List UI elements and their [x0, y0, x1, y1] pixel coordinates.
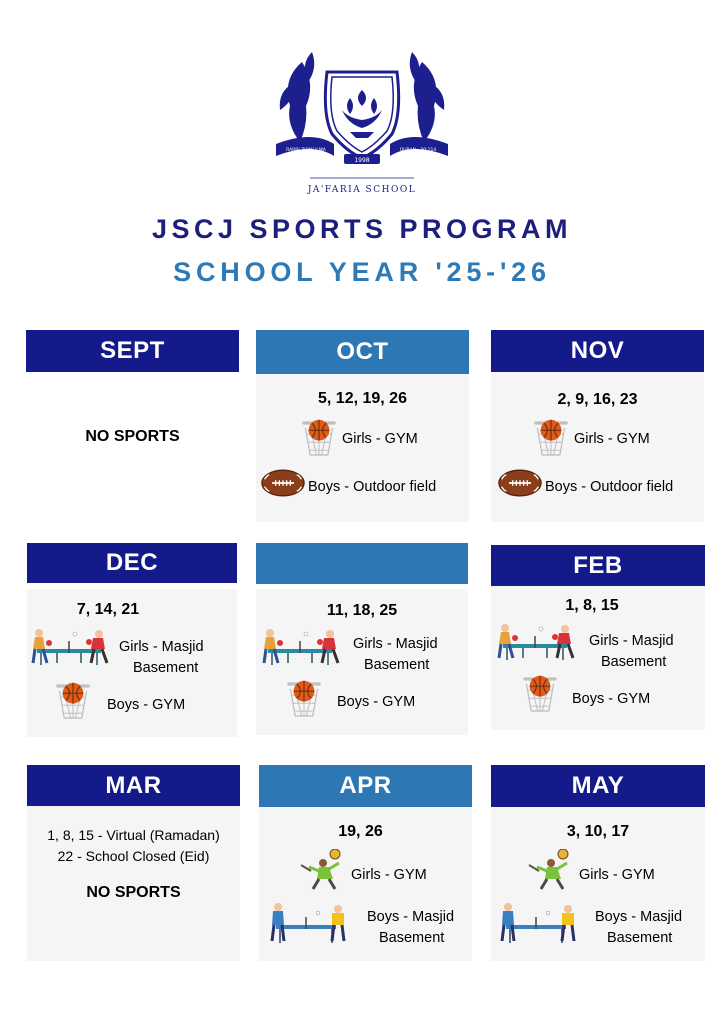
basketball-hoop-icon: [520, 672, 560, 718]
boys-schedule: Boys - GYM: [107, 697, 186, 713]
mar-note-line1: 1, 8, 15 - Virtual (Ramadan): [47, 827, 220, 843]
basketball-hoop-icon: [284, 677, 324, 723]
logo-motto-left: RABBI ZIDNI ILMA: [286, 148, 326, 153]
girls-schedule-line1: Girls - Masjid: [589, 633, 674, 649]
girls-schedule: Girls - GYM: [579, 867, 655, 883]
month-header-apr: APR: [259, 765, 472, 807]
boys-schedule: Boys - Outdoor field: [308, 479, 437, 495]
month-header-nov: NOV: [491, 330, 704, 372]
basketball-hoop-icon: [531, 416, 571, 462]
dates-text: 5, 12, 19, 26: [318, 390, 407, 407]
basketball-hoop-icon: [299, 416, 339, 462]
volleyball-player-icon: [527, 849, 569, 893]
girls-schedule-line2: Basement: [133, 660, 199, 676]
month-header-sept: SEPT: [26, 330, 239, 372]
girls-schedule: Girls - GYM: [574, 431, 650, 447]
boys-schedule: Boys - GYM: [572, 691, 651, 707]
dates-text: 19, 26: [338, 823, 383, 840]
boys-schedule: Boys - Outdoor field: [545, 479, 674, 495]
table-tennis-icon: [267, 903, 349, 945]
table-tennis-icon: [262, 629, 340, 667]
page-title: JSCJ SPORTS PROGRAM: [151, 214, 573, 244]
boys-schedule-line1: Boys - Masjid: [595, 909, 683, 925]
card-dec: [27, 543, 237, 737]
football-icon: [498, 466, 542, 500]
card-nov: [491, 330, 704, 522]
boys-schedule-line1: Boys - Masjid: [367, 909, 455, 925]
dates-text: 11, 18, 25: [326, 602, 398, 619]
dates-text: 2, 9, 16, 23: [557, 391, 638, 408]
dates-text: 1, 8, 15: [565, 597, 619, 614]
logo-motto-right: QURAN - 20:114: [399, 148, 437, 153]
card-mar: [27, 765, 240, 961]
mar-note-line2: 22 - School Closed (Eid): [57, 848, 210, 864]
girls-schedule-line1: Girls - Masjid: [119, 639, 204, 655]
no-sports-text: NO SPORTS: [86, 884, 181, 901]
card-feb: [491, 545, 705, 730]
card-may: [491, 765, 705, 961]
dates-text: 3, 10, 17: [566, 823, 630, 840]
boys-schedule-line2: Basement: [607, 930, 673, 946]
boys-schedule: Boys - GYM: [337, 694, 416, 710]
month-header-jan: [256, 543, 468, 584]
logo-school-name: JA'FARIA SCHOOL: [307, 185, 417, 195]
football-icon: [261, 466, 305, 500]
card-oct: [256, 330, 469, 522]
table-tennis-icon: [497, 624, 575, 662]
card-jan: [256, 543, 468, 735]
table-tennis-icon: [497, 903, 579, 945]
girls-schedule-line2: Basement: [601, 654, 667, 670]
no-sports-text: NO SPORTS: [85, 428, 180, 445]
card-sept: [26, 330, 239, 522]
girls-schedule-line2: Basement: [364, 657, 430, 673]
month-header-may: MAY: [491, 765, 705, 807]
girls-schedule-line1: Girls - Masjid: [353, 636, 438, 652]
logo-year: 1998: [354, 157, 370, 164]
dates-text: 7, 14, 21: [76, 601, 140, 618]
school-logo: [272, 44, 452, 199]
card-apr: [259, 765, 472, 961]
basketball-hoop-icon: [53, 679, 93, 725]
girls-schedule: Girls - GYM: [351, 867, 427, 883]
volleyball-player-icon: [299, 849, 341, 893]
table-tennis-icon: [31, 629, 109, 667]
page-subtitle: SCHOOL YEAR '25-'26: [173, 257, 551, 287]
boys-schedule-line2: Basement: [379, 930, 445, 946]
month-header-mar: MAR: [27, 765, 240, 806]
girls-schedule: Girls - GYM: [342, 431, 418, 447]
month-header-feb: FEB: [491, 545, 705, 586]
month-header-oct: OCT: [256, 330, 469, 374]
month-header-dec: DEC: [27, 543, 237, 583]
